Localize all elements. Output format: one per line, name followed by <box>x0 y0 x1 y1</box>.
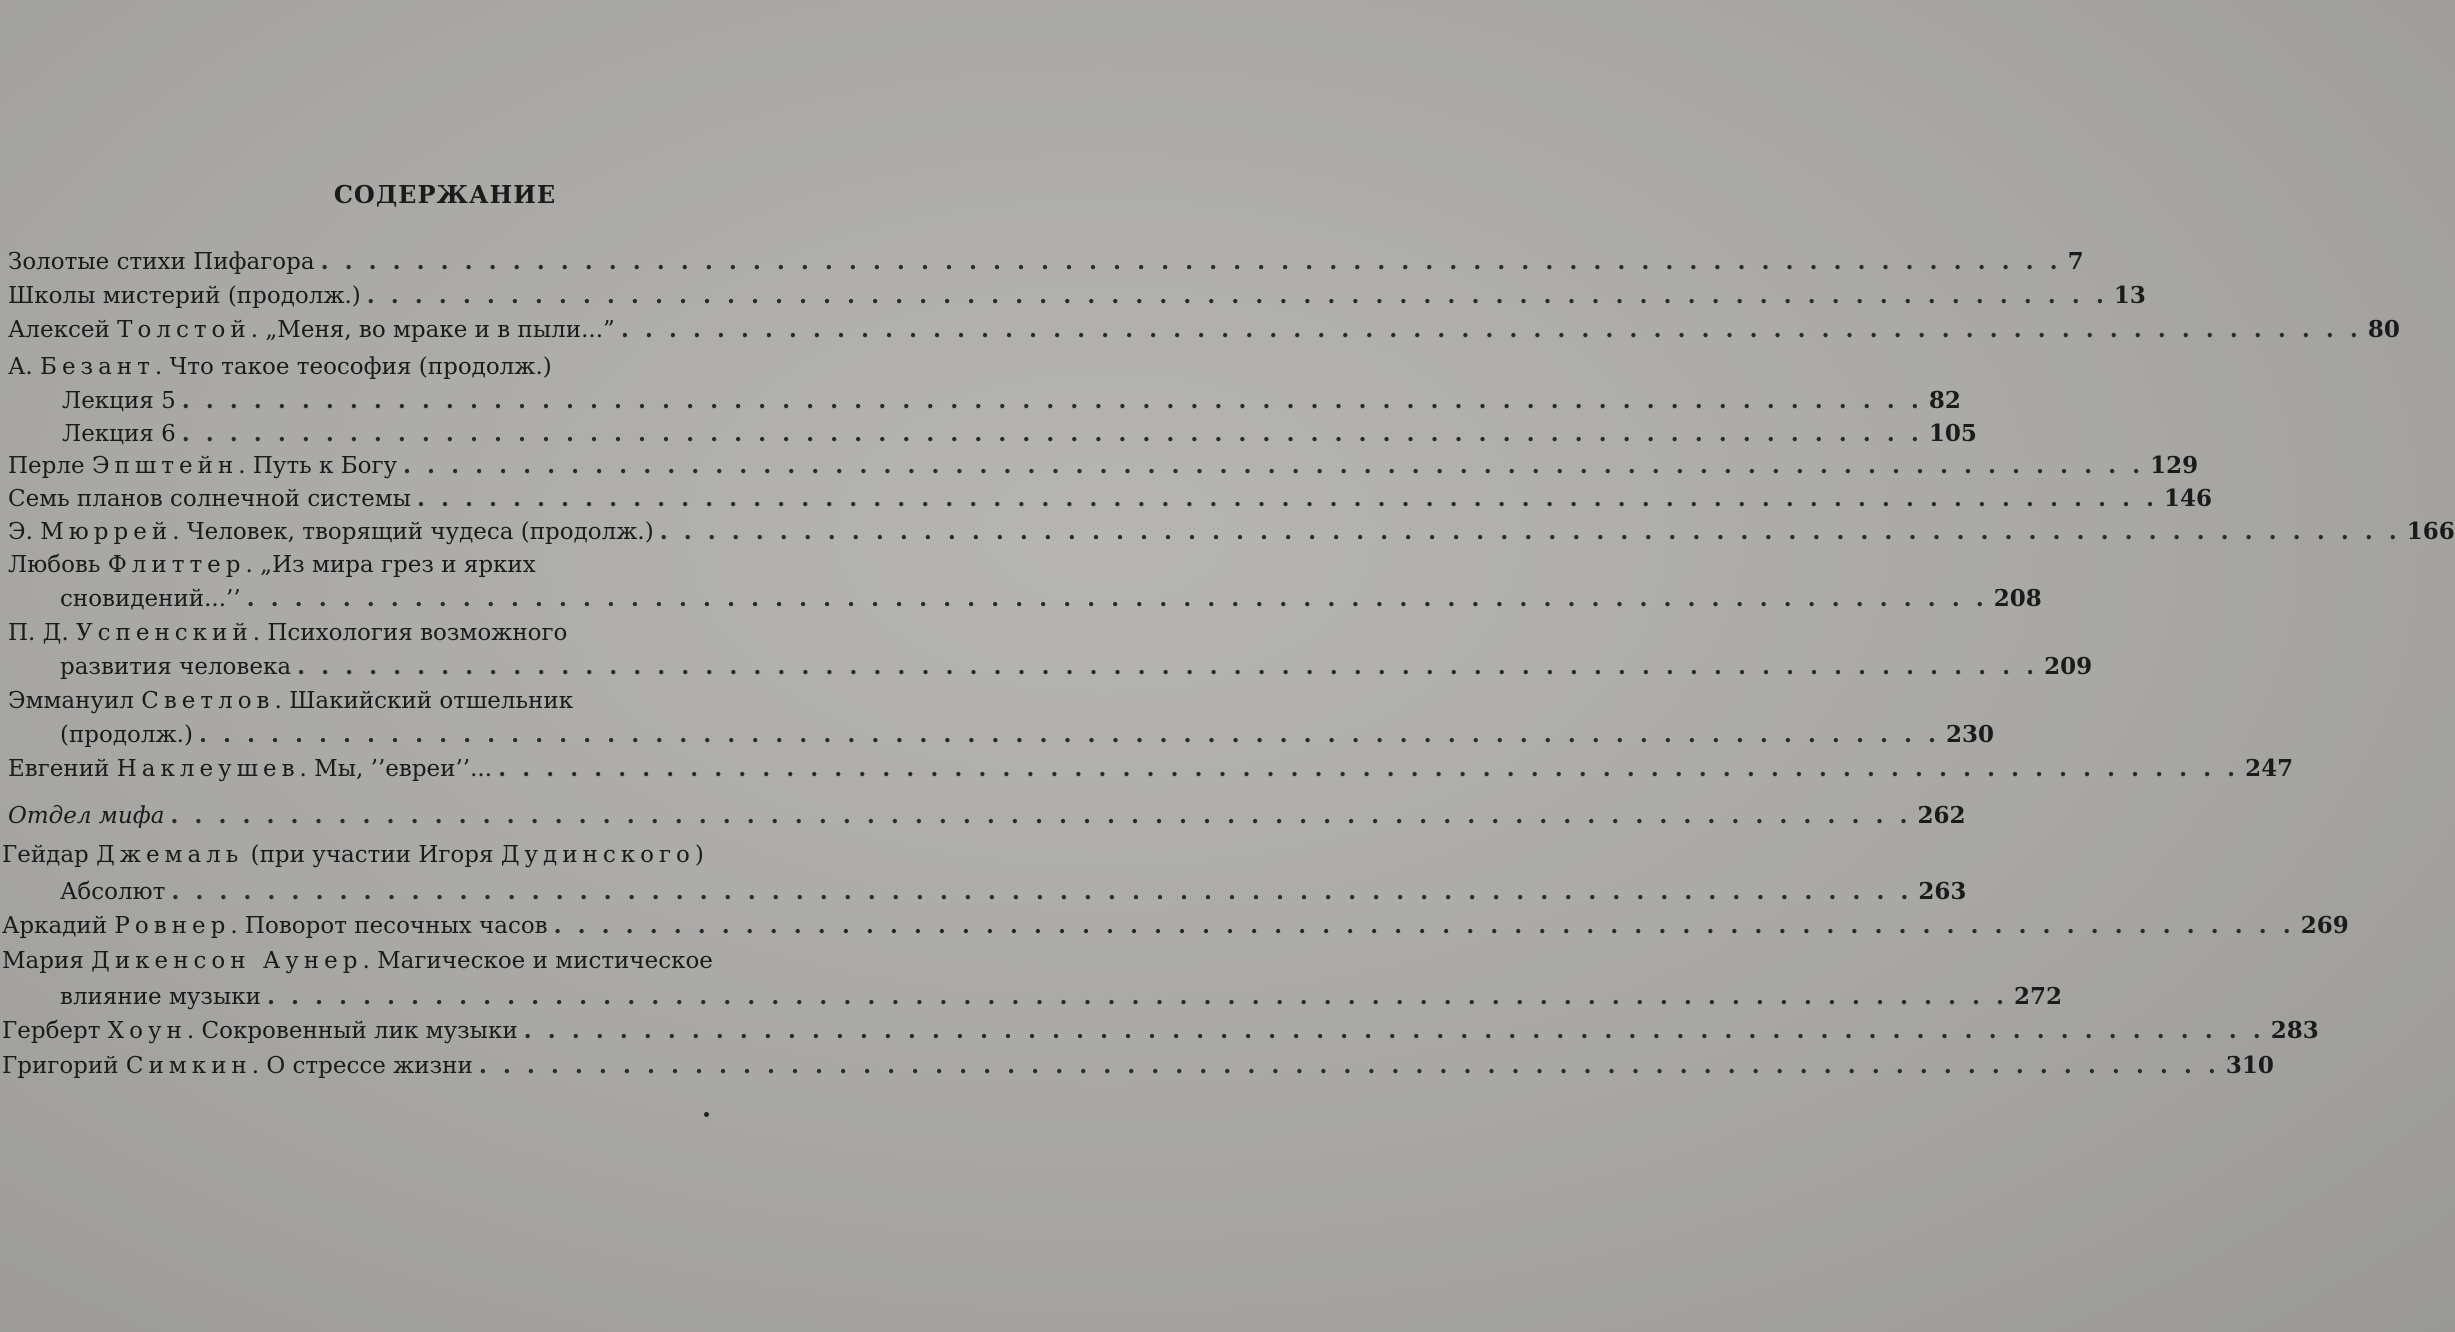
author-first: А. <box>8 354 33 380</box>
dot-leader: . . . . . . . . . . . . . . . . . . . . . . . . . . . . . . . . . . . . . . . . . . . . . . . . . . . . . . . . . . . . . . . . . . . . . . . . . <box>553 912 2295 939</box>
toc-entry <box>8 485 2213 512</box>
entry-title: влияние музыки <box>60 984 261 1010</box>
entry-title: (продолж.) <box>60 722 193 748</box>
entry-title <box>8 519 654 545</box>
dot-leader: . . . . . . . . . . . . . . . . . . . . . . . . . . . . . . . . . . . . . . . . . . . . . . . . . . . . . . . . . . . . . . . . . . . . . . . . . <box>297 653 2039 680</box>
section-title: Отдел мифа <box>8 803 165 829</box>
entry-title: Абсолют <box>60 879 166 905</box>
toc-entry <box>2 842 905 868</box>
author-first: Григорий <box>2 1053 119 1079</box>
entry-title <box>8 453 397 479</box>
coauthor-surname: Дудинского <box>500 842 695 868</box>
author-surname: Хоун <box>107 1018 187 1044</box>
dot-leader: . . . . . . . . . . . . . . . . . . . . . . . . . . . . . . . . . . . . . . . . . . . . . . . . . . . . . . . . . . . . . . . . . . . . . . . . . <box>198 721 1940 748</box>
page-number: 80 <box>2367 316 2400 343</box>
entry-title: Лекция 5 <box>62 388 176 414</box>
work-title: . Путь к Богу <box>238 453 398 479</box>
author-first: Э. <box>8 519 33 545</box>
author-surname: Наклеушев <box>116 756 300 782</box>
toc-entry <box>8 802 1966 829</box>
work-title: . Мы, ’’евреи’’... <box>299 756 493 782</box>
page-number: 13 <box>2113 282 2146 309</box>
page-number: 269 <box>2300 912 2349 939</box>
entry-title <box>2 842 704 868</box>
entry-title <box>2 1053 473 1079</box>
toc-entry <box>60 721 1995 748</box>
work-title: . „Из мира грез и ярких <box>245 552 536 578</box>
author-surname: Джемаль <box>96 842 244 868</box>
dot-leader: . . . . . . . . . . . . . . . . . . . . . . . . . . . . . . . . . . . . . . . . . . . . . . . . . . . . . . . . . . . . . . . . . . . . . . . . . <box>266 983 2009 1010</box>
page-number: 263 <box>1918 878 1967 905</box>
entry-title <box>8 620 567 646</box>
entry-title: Школы мистерий (продолж.) <box>8 283 361 309</box>
entry-title <box>8 756 492 782</box>
page-number: 129 <box>2150 452 2199 479</box>
page-number: 166 <box>2406 518 2455 545</box>
page-number: 208 <box>1993 585 2042 612</box>
author-first: Евгений <box>8 756 110 782</box>
dot-leader: . . . . . . . . . . . . . . . . . . . . . . . . . . . . . . . . . . . . . . . . . . . . . . . . . . . . . . . . . . . . . . . . . . . . . . . . . <box>171 878 1913 905</box>
entry-title: Золотые стихи Пифагора <box>8 249 315 275</box>
toc-entry <box>8 620 905 646</box>
author-surname: Мюррей <box>40 519 173 545</box>
dot-leader: . . . . . . . . . . . . . . . . . . . . . . . . . . . . . . . . . . . . . . . . . . . . . . . . . . . . . . . . . . . . . . . . . . . . . . . . . <box>170 802 1912 829</box>
work-title: . Сокровенный лик музыки <box>186 1018 518 1044</box>
toc-entry <box>8 518 2455 545</box>
author-first: Герберт <box>2 1018 101 1044</box>
entry-title <box>8 688 573 714</box>
entry-title <box>2 1018 518 1044</box>
page-number: 230 <box>1946 721 1995 748</box>
author-first: Перле <box>8 453 85 479</box>
toc-entry <box>8 354 905 380</box>
dot-leader: . . . . . . . . . . . . . . . . . . . . . . . . . . . . . . . . . . . . . . . . . . . . . . . . . . . . . . . . . . . . . . . . . . . . . . . . . <box>416 485 2159 512</box>
work-title: . Поворот песочных часов <box>230 913 548 939</box>
author-first: Любовь <box>8 552 101 578</box>
page-number: 105 <box>1928 420 1977 447</box>
dot-leader: . . . . . . . . . . . . . . . . . . . . . . . . . . . . . . . . . . . . . . . . . . . . . . . . . . . . . . . . . . . . . . . . . . . . . . . . . <box>659 518 2401 545</box>
dot-leader: . . . . . . . . . . . . . . . . . . . . . . . . . . . . . . . . . . . . . . . . . . . . . . . . . . . . . . . . . . . . . . . . . . . . . . . . . <box>320 248 2062 275</box>
toc-entry <box>2 1017 2319 1044</box>
dot-leader: . . . . . . . . . . . . . . . . . . . . . . . . . . . . . . . . . . . . . . . . . . . . . . . . . . . . . . . . . . . . . . . . . . . . . . . . . <box>246 585 1988 612</box>
toc-entry <box>60 983 2063 1010</box>
author-first: П. Д. <box>8 620 69 646</box>
author-surname: Дикенсон Аунер <box>91 948 363 974</box>
work-title: . Психология возможного <box>252 620 568 646</box>
page-number: 7 <box>2067 248 2084 275</box>
toc-entry <box>2 948 905 974</box>
work-title: . Человек, творящий чудеса (продолж.) <box>172 519 654 545</box>
dot-leader: . . . . . . . . . . . . . . . . . . . . . . . . . . . . . . . . . . . . . . . . . . . . . . . . . . . . . . . . . . . . . . . . . . . . . . . . . <box>523 1017 2265 1044</box>
ink-dot <box>704 1112 709 1117</box>
page-number: 272 <box>2014 983 2063 1010</box>
dot-leader: . . . . . . . . . . . . . . . . . . . . . . . . . . . . . . . . . . . . . . . . . . . . . . . . . . . . . . . . . . . . . . . . . . . . . . . . . <box>498 755 2240 782</box>
work-title: (при участии Игоря <box>243 842 494 868</box>
toc-entry <box>60 878 1967 905</box>
author-surname: Толстой <box>117 317 251 343</box>
entry-title: развития человека <box>60 654 292 680</box>
work-title-end: ) <box>694 842 704 868</box>
author-surname: Светлов <box>141 688 275 714</box>
dot-leader: . . . . . . . . . . . . . . . . . . . . . . . . . . . . . . . . . . . . . . . . . . . . . . . . . . . . . . . . . . . . . . . . . . . . . . . . . <box>366 282 2108 309</box>
dot-leader: . . . . . . . . . . . . . . . . . . . . . . . . . . . . . . . . . . . . . . . . . . . . . . . . . . . . . . . . . . . . . . . . . . . . . . . . . <box>181 420 1923 447</box>
entry-title: Лекция 6 <box>62 421 176 447</box>
toc-entry <box>62 387 1961 414</box>
author-first: Мария <box>2 948 84 974</box>
author-surname: Успенский <box>76 620 253 646</box>
entry-title <box>2 913 548 939</box>
dot-leader: . . . . . . . . . . . . . . . . . . . . . . . . . . . . . . . . . . . . . . . . . . . . . . . . . . . . . . . . . . . . . . . . . . . . . . . . . <box>620 316 2362 343</box>
entry-title <box>8 354 552 380</box>
page-title: СОДЕРЖАНИЕ <box>333 180 557 209</box>
page-number: 310 <box>2225 1052 2274 1079</box>
entry-title <box>8 552 536 578</box>
author-surname: Флиттер <box>107 552 246 578</box>
entry-title: сновидений...’’ <box>60 586 241 612</box>
dot-leader: . . . . . . . . . . . . . . . . . . . . . . . . . . . . . . . . . . . . . . . . . . . . . . . . . . . . . . . . . . . . . . . . . . . . . . . . . <box>181 387 1923 414</box>
author-first: Гейдар <box>2 842 89 868</box>
page-number: 209 <box>2044 653 2093 680</box>
work-title: . „Меня, во мраке и в пыли...” <box>250 317 615 343</box>
dot-leader: . . . . . . . . . . . . . . . . . . . . . . . . . . . . . . . . . . . . . . . . . . . . . . . . . . . . . . . . . . . . . . . . . . . . . . . . . <box>478 1052 2220 1079</box>
entry-title: Семь планов солнечной системы <box>8 486 411 512</box>
page-number: 146 <box>2164 485 2213 512</box>
author-surname: Ровнер <box>114 913 231 939</box>
toc-entry <box>8 248 2084 275</box>
author-first: Эммануил <box>8 688 134 714</box>
author-surname: Безант <box>40 354 155 380</box>
toc-entry <box>62 420 1977 447</box>
toc-entry <box>2 912 2349 939</box>
author-surname: Эпштейн <box>91 453 239 479</box>
work-title: . Шакийский отшельник <box>274 688 574 714</box>
page-number: 262 <box>1917 802 1966 829</box>
toc-entry <box>60 585 2042 612</box>
author-first: Алексей <box>8 317 110 343</box>
work-title: . Что такое теософия (продолж.) <box>154 354 552 380</box>
toc-entry <box>8 552 905 578</box>
page-number: 82 <box>1928 387 1961 414</box>
author-first: Аркадий <box>2 913 108 939</box>
toc-entry <box>2 1052 2274 1079</box>
toc-entry <box>8 316 2400 343</box>
toc-entry <box>8 688 905 714</box>
dot-leader: . . . . . . . . . . . . . . . . . . . . . . . . . . . . . . . . . . . . . . . . . . . . . . . . . . . . . . . . . . . . . . . . . . . . . . . . . <box>403 452 2145 479</box>
work-title: . Магическое и мистическое <box>362 948 713 974</box>
author-surname: Симкин <box>125 1053 252 1079</box>
toc-entry <box>8 282 2146 309</box>
work-title: . О стрессе жизни <box>251 1053 473 1079</box>
entry-title <box>2 948 713 974</box>
page-number: 283 <box>2270 1017 2319 1044</box>
toc-entry <box>60 653 2093 680</box>
toc-entry <box>8 452 2199 479</box>
entry-title <box>8 317 615 343</box>
page-number: 247 <box>2245 755 2294 782</box>
toc-entry <box>8 755 2294 782</box>
